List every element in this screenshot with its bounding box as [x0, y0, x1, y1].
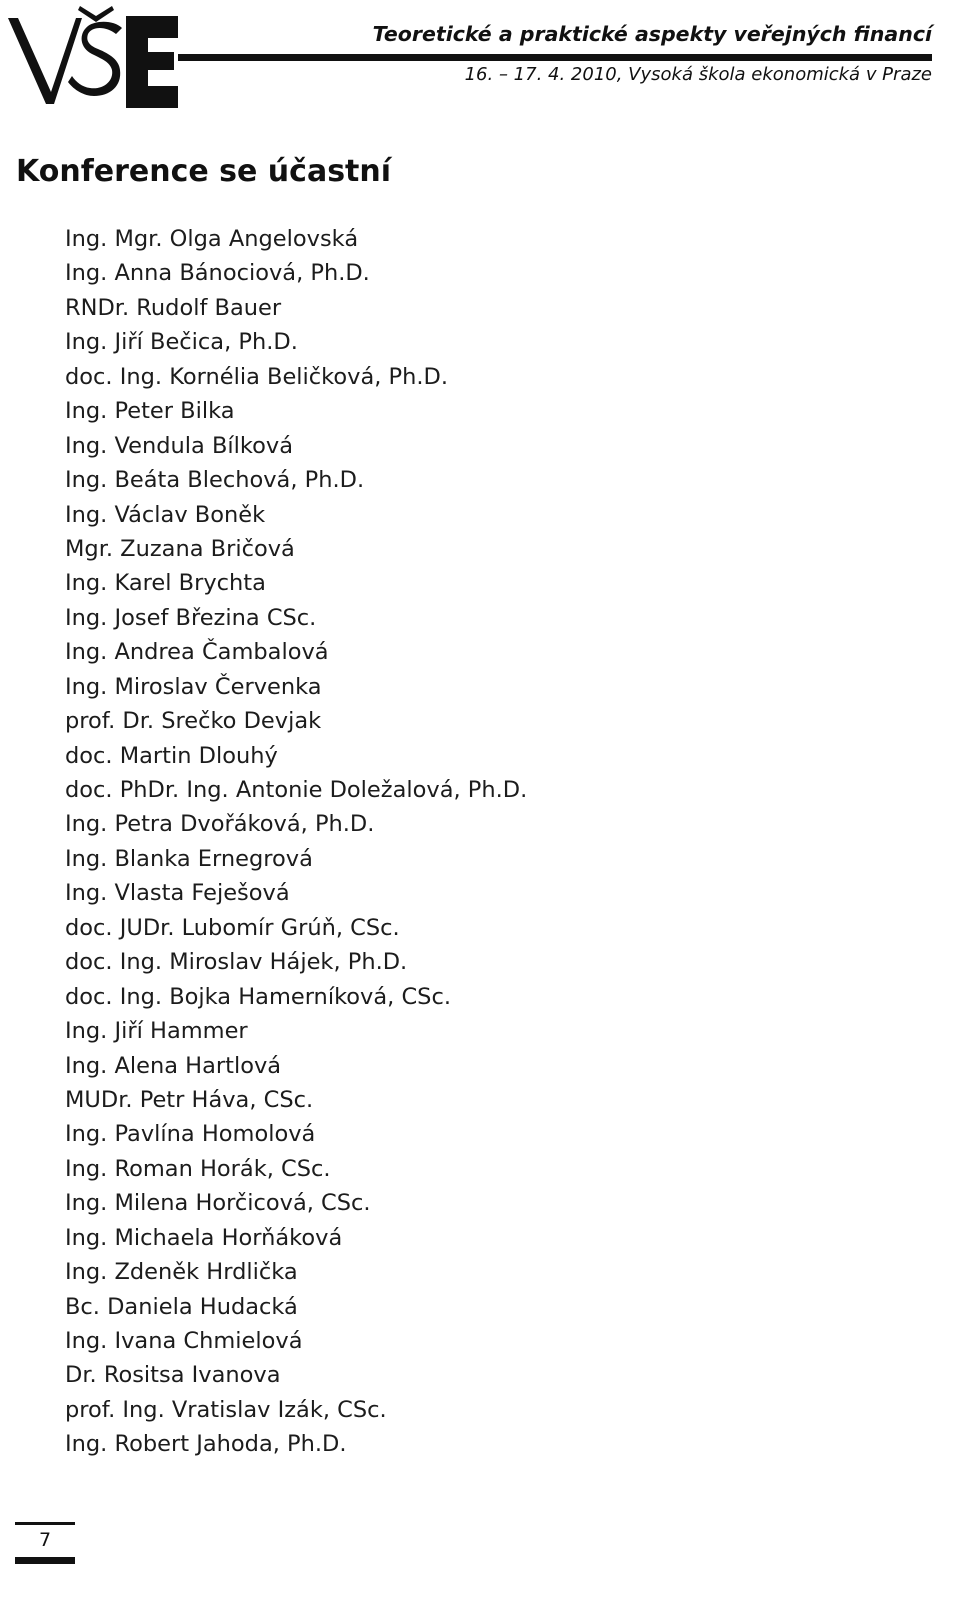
participant-list	[65, 222, 527, 1462]
vse-logo	[6, 4, 178, 110]
participant-item: Ing. Robert Jahoda, Ph.D.	[65, 1431, 347, 1458]
participant-item: Ing. Václav Boněk	[65, 501, 266, 528]
conference-title: Teoretické a praktické aspekty veřejných financí	[372, 22, 932, 46]
participant-item: Ing. Petra Dvořáková, Ph.D.	[65, 811, 375, 838]
participant-item: Dr. Rositsa Ivanova	[65, 1362, 281, 1389]
participant-item: doc. Ing. Kornélia Beličková, Ph.D.	[65, 363, 449, 390]
participant-item: doc. JUDr. Lubomír Grúň, CSc.	[65, 914, 400, 941]
participant-item: Ing. Andrea Čambalová	[65, 639, 329, 666]
footer-rule-top	[15, 1522, 75, 1525]
participant-item: Ing. Jiří Bečica, Ph.D.	[65, 329, 298, 356]
participant-item: doc. Martin Dlouhý	[65, 742, 278, 769]
participant-item: Ing. Beáta Blechová, Ph.D.	[65, 467, 365, 494]
participant-item: Ing. Mgr. Olga Angelovská	[65, 226, 359, 252]
conference-date-venue: 16. – 17. 4. 2010, Vysoká škola ekonomická v Praze	[464, 64, 932, 85]
participant-item: prof. Ing. Vratislav Izák, CSc.	[65, 1396, 387, 1423]
participant-item: Ing. Zdeněk Hrdlička	[65, 1259, 298, 1286]
participant-item: Mgr. Zuzana Bričová	[65, 535, 295, 562]
participant-item: Ing. Karel Brychta	[65, 570, 266, 597]
participant-item: RNDr. Rudolf Bauer	[65, 294, 282, 321]
participant-item: Ing. Roman Horák, CSc.	[65, 1155, 331, 1182]
participant-item: Ing. Ivana Chmielová	[65, 1328, 303, 1354]
participant-item: Ing. Milena Horčicová, CSc.	[65, 1190, 371, 1217]
participant-item: Ing. Michaela Horňáková	[65, 1224, 343, 1251]
participant-item: Ing. Vlasta Feješová	[65, 880, 290, 907]
page-number: 7	[38, 1529, 52, 1551]
participant-item: Ing. Alena Hartlová	[65, 1052, 282, 1079]
participant-item: Ing. Vendula Bílková	[65, 432, 293, 459]
participant-item: MUDr. Petr Háva, CSc.	[65, 1086, 314, 1113]
section-title: Konference se účastní	[16, 154, 392, 189]
participant-item: Ing. Pavlína Homolová	[65, 1121, 316, 1148]
participant-item: Bc. Daniela Hudacká	[65, 1293, 298, 1320]
participant-item: doc. Ing. Miroslav Hájek, Ph.D.	[65, 949, 408, 976]
header-rule	[178, 54, 932, 61]
participant-item: doc. PhDr. Ing. Antonie Doležalová, Ph.D.	[65, 777, 528, 803]
participant-item: Ing. Anna Bánociová, Ph.D.	[65, 260, 370, 287]
participant-item: Ing. Peter Bilka	[65, 398, 235, 425]
participant-item: Ing. Miroslav Červenka	[65, 673, 322, 700]
participant-item: doc. Ing. Bojka Hamerníková, CSc.	[65, 983, 451, 1010]
participant-item: Ing. Blanka Ernegrová	[65, 845, 313, 872]
participant-item: Ing. Jiří Hammer	[65, 1018, 248, 1045]
participant-item: prof. Dr. Srečko Devjak	[65, 708, 322, 735]
footer-rule-bottom	[15, 1557, 75, 1564]
participant-item: Ing. Josef Březina CSc.	[65, 604, 317, 631]
